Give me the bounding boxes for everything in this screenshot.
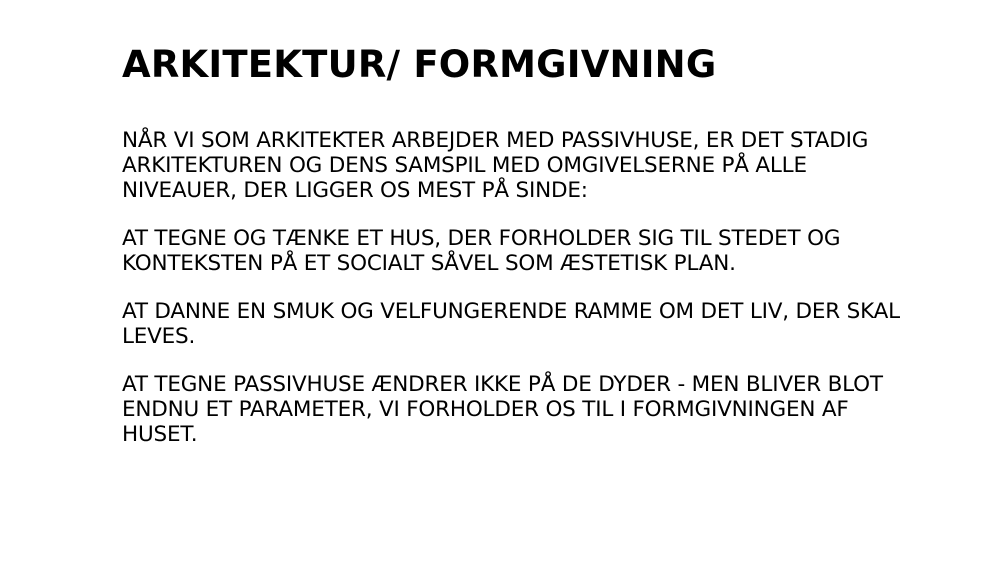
body-paragraph-2: AT TEGNE OG TÆNKE ET HUS, DER FORHOLDER SIG TIL STEDET OG KONTEKSTEN PÅ ET SOCIALT SÅVEL SOM ÆSTETISK PLAN.: [122, 226, 841, 276]
body-paragraph-1: NÅR VI SOM ARKITEKTER ARBEJDER MED PASSIVHUSE, ER DET STADIG ARKITEKTUREN OG DENS SAMSPIL MED OMGIVELSERNE PÅ ALLE NIVEAUER, DER LIGGER OS MEST PÅ SINDE:: [122, 128, 869, 203]
slide-title: ARKITEKTUR/ FORMGIVNING: [122, 43, 717, 86]
slide-body: [122, 128, 982, 447]
body-paragraph-4: AT TEGNE PASSIVHUSE ÆNDRER IKKE PÅ DE DYDER - MEN BLIVER BLOT ENDNU ET PARAMETER, VI FORHOLDER OS TIL I FORMGIVNINGEN AF HUSET.: [122, 372, 883, 447]
body-paragraph-3: AT DANNE EN SMUK OG VELFUNGERENDE RAMME OM DET LIV, DER SKAL LEVES.: [122, 299, 900, 349]
